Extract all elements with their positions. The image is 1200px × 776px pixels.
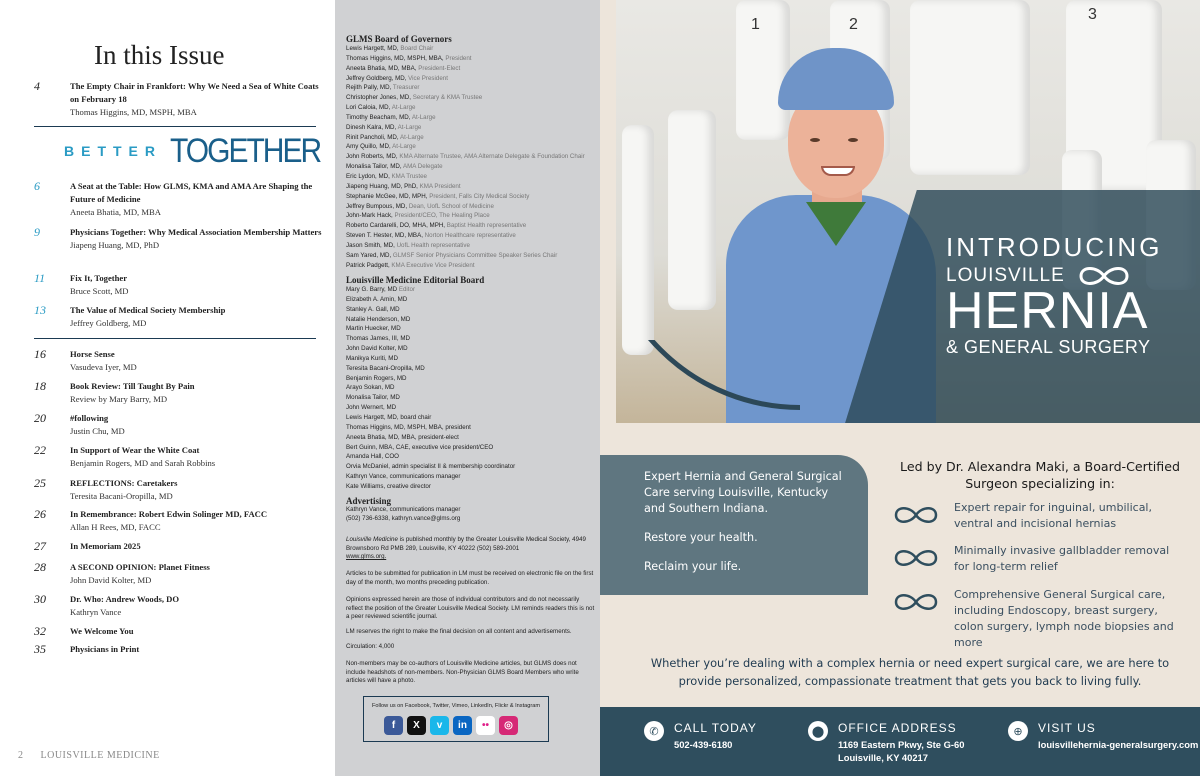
member-name: Manikya Kuriti, MD — [346, 354, 398, 362]
member-name: Dinesh Kalra, MD, — [346, 123, 397, 131]
member-role: Norton Healthcare representative — [424, 232, 516, 240]
toc-entry[interactable] — [34, 625, 324, 638]
member-name: Benjamin Rogers, MD — [346, 374, 407, 382]
general-surgery-text: & GENERAL SURGERY — [946, 337, 1151, 357]
service-text: Expert repair for inguinal, umbilical, ventral and incisional hernias — [954, 501, 1152, 530]
masthead-member — [346, 113, 596, 123]
toc-entry-title: The Value of Medical Society Membership — [70, 305, 226, 315]
member-name: Aneeta Bhatia, MD, MBA, president-elect — [346, 433, 459, 441]
masthead-member — [346, 285, 596, 295]
member-name: John Roberts, MD, — [346, 153, 398, 161]
member-name: Patrick Padgett, — [346, 261, 390, 269]
toc-entry[interactable] — [34, 80, 324, 119]
masthead-member — [346, 44, 596, 54]
advertising-name: Kathryn Vance, communications manager — [346, 506, 461, 513]
masthead-member — [346, 261, 596, 271]
masthead-member — [346, 433, 596, 443]
board-heading: GLMS Board of Governors — [346, 34, 452, 44]
masthead-member — [346, 241, 596, 251]
toc-entry-title: #following — [70, 413, 109, 423]
member-role: At-Large — [391, 104, 416, 112]
toc-entry-title: Fix It, Together — [70, 273, 128, 283]
website-url[interactable]: louisvillehernia-generalsurgery.com — [1038, 739, 1199, 750]
louisville-text: LOUISVILLE — [946, 265, 1065, 286]
toc-entry-author: Kathryn Vance — [70, 607, 122, 617]
phone-icon: ✆ — [644, 721, 664, 741]
masthead-member — [346, 423, 596, 433]
toc-entry-author: Jeffrey Goldberg, MD — [70, 318, 147, 328]
member-name: Monalisa Tailor, MD, — [346, 163, 402, 171]
member-name: Bert Guinn, MBA, CAE, executive vice president/CEO — [346, 443, 494, 451]
member-name: Orvia McDaniel, admin specialist II & membership coordinator — [346, 463, 516, 471]
page-footer — [18, 750, 160, 761]
masthead-member — [346, 462, 596, 472]
masthead-member — [346, 344, 596, 354]
infinity-icon — [890, 504, 942, 526]
editorial-heading: Louisville Medicine Editorial Board — [346, 275, 485, 285]
member-role: Board Chair — [400, 45, 434, 52]
member-name: Roberto Cardarelli, DO, MHA, MPH, — [346, 222, 446, 230]
masthead-member — [346, 152, 596, 162]
member-role: KMA Alternate Trustee, AMA Alternate Delegate & Foundation Chair — [399, 153, 585, 161]
toc-page-number: 9 — [34, 225, 40, 239]
masthead-member — [346, 142, 596, 152]
member-role: President — [445, 54, 472, 62]
masthead-member — [346, 393, 596, 403]
member-name: Amy Quillo, MD, — [346, 143, 391, 151]
member-name: Aneeta Bhatia, MD, MBA, — [346, 64, 417, 72]
toc-entry-title: Physicians Together: Why Medical Association Membership Matters — [70, 227, 322, 237]
toc-page-number: 11 — [34, 271, 46, 285]
toc-entry-title: In Memoriam 2025 — [70, 541, 141, 551]
member-name: Kathryn Vance, communications manager — [346, 473, 461, 481]
website-link[interactable]: www.glms.org. — [346, 553, 387, 561]
member-role: KMA President — [419, 182, 461, 190]
member-name: Eric Lydon, MD, — [346, 172, 390, 180]
infinity-icon — [890, 591, 942, 613]
toc-page-number: 18 — [34, 379, 46, 393]
member-name: Teresita Bacani-Oropilla, MD — [346, 364, 425, 372]
toc-entry-author: Review by Mary Barry, MD — [70, 394, 168, 404]
toc-entry-title: We Welcome You — [70, 626, 134, 636]
member-name: Lewis Hargett, MD, — [346, 45, 399, 52]
toc-entry-author: Bruce Scott, MD — [70, 286, 129, 296]
member-name: Timothy Beacham, MD, — [346, 113, 411, 121]
toc-entry[interactable] — [34, 272, 324, 298]
flickr-icon[interactable]: •• — [476, 716, 495, 735]
toc-entry[interactable] — [34, 444, 324, 470]
follow-label: Follow us on Facebook, Twitter, Vimeo, LinkedIn, Flickr & Instagram — [372, 703, 540, 709]
table-of-contents — [0, 0, 335, 776]
masthead-member — [346, 315, 596, 325]
masthead-member — [346, 251, 596, 261]
toc-page-number: 26 — [34, 507, 46, 521]
better-together-logo — [64, 132, 321, 172]
member-name: Jiapeng Huang, MD, PhD, — [346, 182, 418, 190]
masthead-member — [346, 192, 596, 202]
arm-number: 3 — [1088, 6, 1097, 23]
toc-page-number: 25 — [34, 476, 46, 490]
social-box — [363, 696, 549, 742]
masthead-member — [346, 383, 596, 393]
masthead-member — [346, 172, 596, 182]
masthead-member — [346, 482, 596, 492]
toc-page-number: 22 — [34, 443, 46, 457]
member-name: Elizabeth A. Amin, MD — [346, 295, 408, 303]
toc-entry[interactable] — [34, 540, 324, 553]
toc-entry[interactable] — [34, 508, 324, 534]
contact-label: OFFICE ADDRESS — [838, 721, 957, 735]
toc-page-number: 4 — [34, 79, 40, 93]
toc-entry[interactable] — [34, 348, 324, 374]
divider — [34, 338, 316, 339]
toc-entry-title: A SECOND OPINION: Planet Fitness — [70, 562, 210, 572]
toc-entry[interactable] — [34, 180, 324, 219]
publication-note — [346, 536, 596, 562]
member-role: At-Large — [400, 133, 424, 141]
member-name: Lori Caloia, MD, — [346, 104, 391, 112]
facebook-icon[interactable]: f — [384, 716, 403, 735]
masthead-member — [346, 452, 596, 462]
member-role: Treasurer — [392, 84, 420, 92]
member-name: Sam Yared, MD, — [346, 251, 392, 259]
toc-entry-title: Horse Sense — [70, 349, 115, 359]
toc-entry[interactable] — [34, 380, 324, 406]
instagram-icon[interactable]: ◎ — [499, 716, 518, 735]
editorial-list — [346, 285, 596, 492]
toc-entry-title: Dr. Who: Andrew Woods, DO — [70, 594, 180, 604]
x-icon[interactable]: X — [407, 716, 426, 735]
member-name: Jeffrey Goldberg, MD, — [346, 74, 407, 82]
toc-entry[interactable] — [34, 226, 324, 252]
clinic-logo — [946, 232, 1162, 358]
toc-entry[interactable] — [34, 477, 324, 503]
toc-entry-author: John David Kolter, MD — [70, 575, 152, 585]
masthead-member — [346, 133, 596, 143]
member-name: Jeffrey Bumpous, MD, — [346, 202, 408, 210]
service-item — [890, 587, 1190, 647]
toc-entry-title: Book Review: Till Taught By Pain — [70, 381, 195, 391]
masthead-member — [346, 162, 596, 172]
service-text: Comprehensive General Surgical care, including Endoscopy, breast surgery, colon surgery, lymph node biopsies and more — [954, 588, 1174, 649]
member-role: Dean, UofL School of Medicine — [408, 202, 494, 210]
toc-entry-author: Justin Chu, MD — [70, 426, 125, 436]
toc-title: In this Issue — [94, 40, 225, 70]
member-name: Amanda Hall, COO — [346, 453, 399, 461]
toc-page-number: 35 — [34, 642, 46, 656]
member-role: GLMSF Senior Physicians Committee Speaker Series Chair — [392, 251, 558, 259]
publication-title: Louisville Medicine — [346, 536, 398, 543]
social-icons — [384, 716, 518, 735]
member-role: At-Large — [411, 113, 436, 121]
toc-page-number: 16 — [34, 347, 46, 361]
contact-bar — [600, 707, 1200, 776]
arm-number: 1 — [751, 16, 760, 33]
member-role: UofL Health representative — [396, 241, 470, 249]
member-name: Stephanie McGee, MD, MPH, — [346, 192, 428, 200]
led-by-heading: Led by Dr. Alexandra Maki, a Board-Certified Surgeon specializing in: — [900, 459, 1180, 491]
masthead-member — [346, 54, 596, 64]
toc-entry-author: Vasudeva Iyer, MD — [70, 362, 137, 372]
toc-entry-author: Allan H Rees, MD, FACC — [70, 522, 161, 532]
vimeo-icon[interactable]: v — [430, 716, 449, 735]
member-name: Martin Huecker, MD — [346, 325, 401, 333]
toc-entry[interactable] — [34, 561, 324, 587]
hernia-advertisement — [600, 0, 1200, 776]
nonmember-note: Non-members may be co-authors of Louisville Medicine articles, but GLMS does not include headshots of non-members. Non-Physician GLMS Board Members who write articles will have a photo. — [346, 660, 579, 685]
toc-entry-author: Thomas Higgins, MD, MSPH, MBA — [70, 107, 197, 117]
toc-page-number: 27 — [34, 539, 46, 553]
member-name: Natalie Henderson, MD — [346, 315, 411, 323]
page-number: 2 — [18, 750, 24, 761]
member-name: Christopher Jones, MD, — [346, 94, 411, 102]
toc-entry-title: The Empty Chair in Frankfort: Why We Need a Sea of White Coats on February 18 — [70, 81, 319, 104]
advertising-heading: Advertising — [346, 496, 391, 506]
member-role: Secretary & KMA Trustee — [412, 94, 483, 102]
phone-number[interactable]: 502-439-6180 — [674, 739, 733, 750]
masthead-member — [346, 305, 596, 315]
member-name: John David Kolter, MD — [346, 345, 408, 353]
masthead-member — [346, 334, 596, 344]
together-word: TOGETHER — [170, 132, 321, 170]
toc-page-number: 20 — [34, 411, 46, 425]
office-address: 1169 Eastern Pkwy, Ste G-60 Louisville, KY 40217 — [838, 739, 965, 763]
masthead-member — [346, 324, 596, 334]
member-name: Lewis Hargett, MD, board chair — [346, 413, 432, 421]
masthead-member — [346, 202, 596, 212]
member-role: Baptist Health representative — [446, 222, 527, 230]
masthead-member — [346, 103, 596, 113]
member-name: Mary G. Barry, MD — [346, 286, 398, 293]
masthead-member — [346, 64, 596, 74]
masthead-member — [346, 231, 596, 241]
member-name: Rejith Pally, MD, — [346, 84, 392, 92]
member-name: Monalisa Tailor, MD — [346, 394, 400, 402]
toc-page-number: 32 — [34, 624, 46, 638]
member-role: AMA Delegate — [402, 163, 443, 171]
masthead-member — [346, 83, 596, 93]
toc-page-number: 6 — [34, 179, 40, 193]
member-role: President-Elect — [418, 64, 461, 72]
toc-page-number: 30 — [34, 592, 46, 606]
masthead-member — [346, 74, 596, 84]
location-pin-icon: ⬤ — [808, 721, 828, 741]
toc-entry-title: In Support of Wear the White Coat — [70, 445, 200, 455]
introducing-text: INTRODUCING — [946, 232, 1163, 262]
robot-arm — [668, 110, 716, 310]
toc-entry-author: Jiapeng Huang, MD, PhD — [70, 240, 160, 250]
toc-entry[interactable] — [34, 304, 324, 330]
toc-page-number: 13 — [34, 303, 46, 317]
masthead-member — [346, 374, 596, 384]
tagline-reclaim: Reclaim your life. — [644, 560, 742, 573]
advertising-phone: (502) 736-6338, kathryn.vance@glms.org — [346, 514, 461, 522]
masthead — [335, 0, 600, 776]
member-role: KMA Executive Vice President — [391, 261, 475, 269]
advertising-contact — [346, 506, 596, 523]
circulation: Circulation: 4,000 — [346, 643, 395, 650]
member-name: Steven T. Hester, MD, MBA, — [346, 232, 423, 240]
member-name: Kate Williams, creative director — [346, 482, 431, 490]
reserve-note: LM reserves the right to make the final decision on all content and advertisements. — [346, 628, 572, 635]
masthead-member — [346, 211, 596, 221]
toc-entry[interactable] — [34, 412, 324, 438]
globe-icon: ⊕ — [1008, 721, 1028, 741]
masthead-member — [346, 221, 596, 231]
opinions-note: Opinions expressed herein are those of individual contributors and do not necessarily reflect the position of the Greater Louisville Medical Society. LM reminds readers this is not a peer reviewed scientific journal. — [346, 596, 595, 621]
toc-entry-title: In Remembrance: Robert Edwin Solinger MD, FACC — [70, 509, 268, 519]
masthead-member — [346, 443, 596, 453]
member-role: President, Falls City Medical Society — [429, 192, 530, 200]
member-name: Rinit Pancholi, MD, — [346, 133, 399, 141]
member-name: Thomas James, III, MD — [346, 335, 410, 343]
member-name: Thomas Higgins, MD, MSPH, MBA, — [346, 54, 444, 62]
tagline-restore: Restore your health. — [644, 531, 758, 544]
member-role: At-Large — [397, 123, 422, 131]
publication-name: LOUISVILLE MEDICINE — [40, 750, 160, 761]
member-role: KMA Trustee — [391, 172, 427, 180]
masthead-member — [346, 472, 596, 482]
publication-text: is published monthly by the Greater Louisville Medical Society, 4949 Brownsboro Rd PMB 289, Louisville, KY 40222 (502) 589-2001 — [346, 536, 586, 552]
toc-entry-title: REFLECTIONS: Caretakers — [70, 478, 178, 488]
arm-number: 2 — [849, 16, 858, 33]
toc-page-number: 28 — [34, 560, 46, 574]
infinity-icon — [890, 547, 942, 569]
member-role: Vice President — [408, 74, 448, 82]
toc-entry[interactable] — [34, 643, 324, 656]
member-name: Arayo Sokan, MD — [346, 384, 395, 392]
toc-entry-author: Aneeta Bhatia, MD, MBA — [70, 207, 161, 217]
contact-label: CALL TODAY — [674, 721, 757, 735]
toc-entry[interactable] — [34, 593, 324, 619]
service-text: Minimally invasive gallbladder removal for long-term relief — [954, 544, 1170, 573]
member-name: John Wernert, MD — [346, 404, 397, 412]
hernia-text: HERNIA — [946, 282, 1149, 340]
toc-entry-author: Teresita Bacani-Oropilla, MD — [70, 491, 173, 501]
divider — [34, 126, 316, 127]
masthead-member — [346, 354, 596, 364]
linkedin-icon[interactable]: in — [453, 716, 472, 735]
articles-note: Articles to be submitted for publication in LM must be received on electronic file on the first day of the month, two months preceding publication. — [346, 570, 594, 586]
masthead-member — [346, 364, 596, 374]
masthead-member — [346, 182, 596, 192]
toc-entry-author: Benjamin Rogers, MD and Sarah Robbins — [70, 458, 216, 468]
toc-entry-title: Physicians in Print — [70, 644, 140, 654]
board-list — [346, 44, 596, 270]
member-role: Editor — [398, 286, 416, 293]
contact-label: VISIT US — [1038, 721, 1096, 735]
masthead-member — [346, 403, 596, 413]
member-name: Thomas Higgins, MD, MSPH, MBA, president — [346, 423, 471, 431]
masthead-member — [346, 93, 596, 103]
member-name: John-Mark Hack, — [346, 212, 393, 220]
robot-arm — [622, 125, 654, 355]
better-word: BETTER — [64, 143, 162, 159]
tagline-intro: Expert Hernia and General Surgical Care serving Louisville, Kentucky and Southern Indiana. — [644, 470, 842, 515]
closing-statement: Whether you’re dealing with a complex hernia or need expert surgical care, we are here to provide personalized, compassionate treatment that gets you back to living fully. — [650, 656, 1170, 688]
member-name: Jason Smith, MD, — [346, 241, 395, 249]
masthead-member — [346, 413, 596, 423]
member-name: Stanley A. Gall, MD — [346, 305, 400, 313]
tagline-box — [600, 455, 868, 595]
member-role: At-Large — [392, 143, 416, 151]
toc-entry-title: A Seat at the Table: How GLMS, KMA and AMA Are Shaping the Future of Medicine — [70, 181, 313, 204]
masthead-member — [346, 295, 596, 305]
surgical-cap — [778, 48, 894, 110]
member-role: President/CEO, The Healing Place — [394, 212, 490, 220]
masthead-member — [346, 123, 596, 133]
